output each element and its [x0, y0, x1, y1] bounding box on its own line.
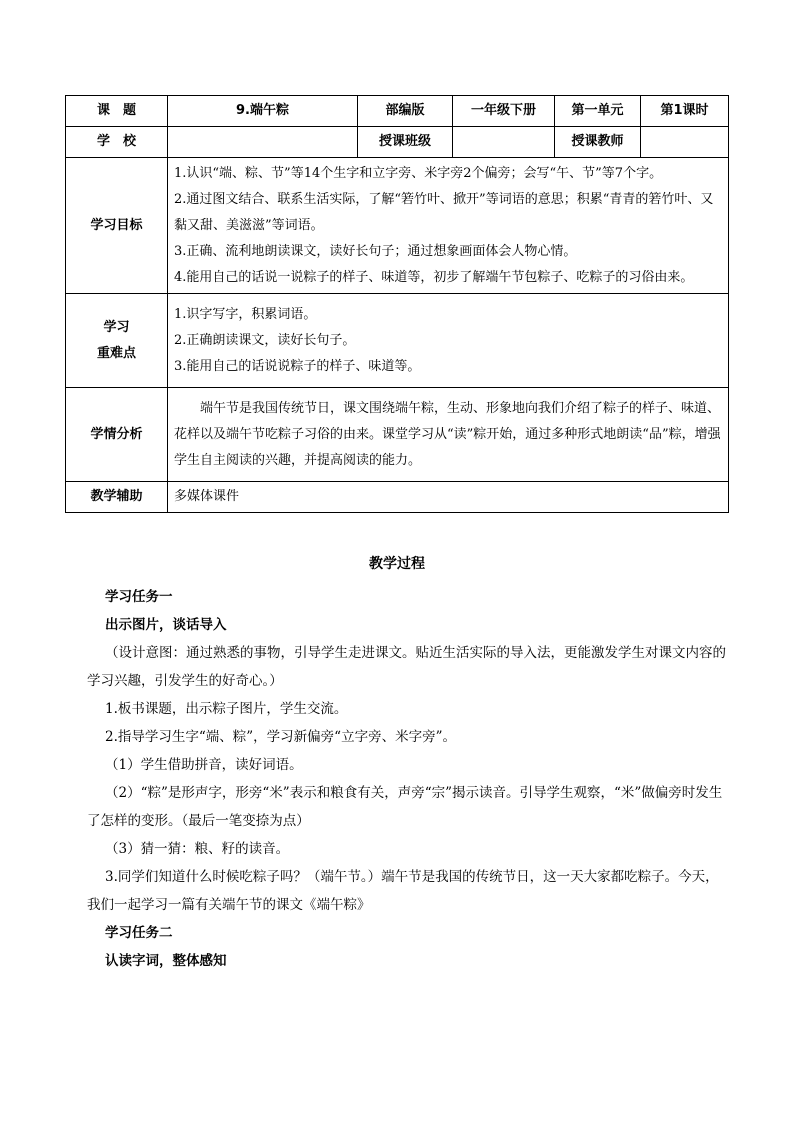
- key-points-content: [168, 294, 729, 388]
- table-row: [66, 482, 729, 513]
- lesson-title: 9.端午粽: [168, 96, 358, 127]
- grade: 一年级下册: [453, 96, 555, 127]
- step-2a: （1）学生借助拼音，读好词语。: [105, 757, 303, 773]
- label-topic: 课 题: [66, 96, 168, 127]
- goal-item: 3.正确、流利地朗读课文，读好长句子；通过想象画面体会人物心情。: [174, 243, 577, 259]
- process-title: 教学过程: [369, 556, 425, 572]
- key-item: 2.正确朗读课文，读好长句子。: [174, 332, 356, 348]
- goal-item: 2.通过图文结合、联系生活实际，了解“箬竹叶、掀开”等词语的意思；积累“青青的箬竹叶、又黏又甜、美滋滋”等词语。: [174, 191, 714, 233]
- task2-heading: 学习任务二: [105, 925, 173, 941]
- key-item: 1.识字写字，积累词语。: [174, 306, 317, 322]
- school-value: [168, 127, 358, 158]
- process-body: [87, 583, 727, 975]
- unit: 第一单元: [555, 96, 641, 127]
- label-key-points: [66, 294, 168, 388]
- table-row: [66, 127, 729, 158]
- step-1: 1.板书课题，出示粽子图片，学生交流。: [105, 701, 348, 717]
- aids-value: 多媒体课件: [168, 482, 729, 513]
- period: 第1课时: [641, 96, 729, 127]
- label-school: 学 校: [66, 127, 168, 158]
- key-item: 3.能用自己的话说说粽子的样子、味道等。: [174, 358, 421, 374]
- table-row: [66, 388, 729, 482]
- goal-item: 4.能用自己的话说一说粽子的样子、味道等，初步了解端午节包粽子、吃粽子的习俗由来。: [174, 269, 694, 285]
- edition: 部编版: [358, 96, 453, 127]
- class-value: [453, 127, 555, 158]
- task1-heading: 学习任务一: [105, 589, 173, 605]
- step-2c: （3）猜一猜：粮、籽的读音。: [105, 841, 290, 857]
- label-class: 授课班级: [358, 127, 453, 158]
- step-2b: （2）“粽”是形声字，形旁“米”表示和粮食有关，声旁“宗”揭示读音。引导学生观察，“米”做偏旁时发生了怎样的变形。（最后一笔变捺为点）: [87, 785, 723, 829]
- table-row: [66, 158, 729, 294]
- key-label-line2: 重难点: [96, 345, 136, 361]
- label-aids: 教学辅助: [66, 482, 168, 513]
- teacher-value: [641, 127, 729, 158]
- label-teacher: 授课教师: [555, 127, 641, 158]
- lesson-info-table: [65, 95, 729, 513]
- step-3: 3.同学们知道什么时候吃粽子吗？（端午节。）端午节是我国的传统节日，这一天大家都吃粽子。今天，我们一起学习一篇有关端午节的课文《端午粽》: [87, 869, 719, 913]
- goals-content: [168, 158, 729, 294]
- design-intent: （设计意图：通过熟悉的事物，引导学生走进课文。贴近生活实际的导入法，更能激发学生对课文内容的学习兴趣，引发学生的好奇心。）: [87, 645, 726, 689]
- goal-item: 1.认识“端、粽、节”等14个生字和立字旁、米字旁2个偏旁；会写“午、节”等7个字。: [174, 165, 663, 181]
- key-label-line1: 学习: [103, 319, 130, 335]
- analysis-text: 端午节是我国传统节日，课文围绕端午粽，生动、形象地向我们介绍了粽子的样子、味道、花样以及端午节吃粽子习俗的由来。课堂学习从“读”粽开始，通过多种形式地朗读“品”粽，增强学生自主阅读的兴趣，并提高阅读的能力。: [174, 400, 721, 468]
- analysis-cell: [168, 388, 729, 482]
- table-row: [66, 96, 729, 127]
- step-2: 2.指导学习生字“端、粽”，学习新偏旁“立字旁、米字旁”。: [105, 729, 456, 745]
- task1-subheading: 出示图片，谈话导入: [105, 617, 227, 633]
- label-analysis: 学情分析: [66, 388, 168, 482]
- table-row: [66, 294, 729, 388]
- task2-subheading: 认读字词，整体感知: [105, 953, 227, 969]
- label-goals: 学习目标: [66, 158, 168, 294]
